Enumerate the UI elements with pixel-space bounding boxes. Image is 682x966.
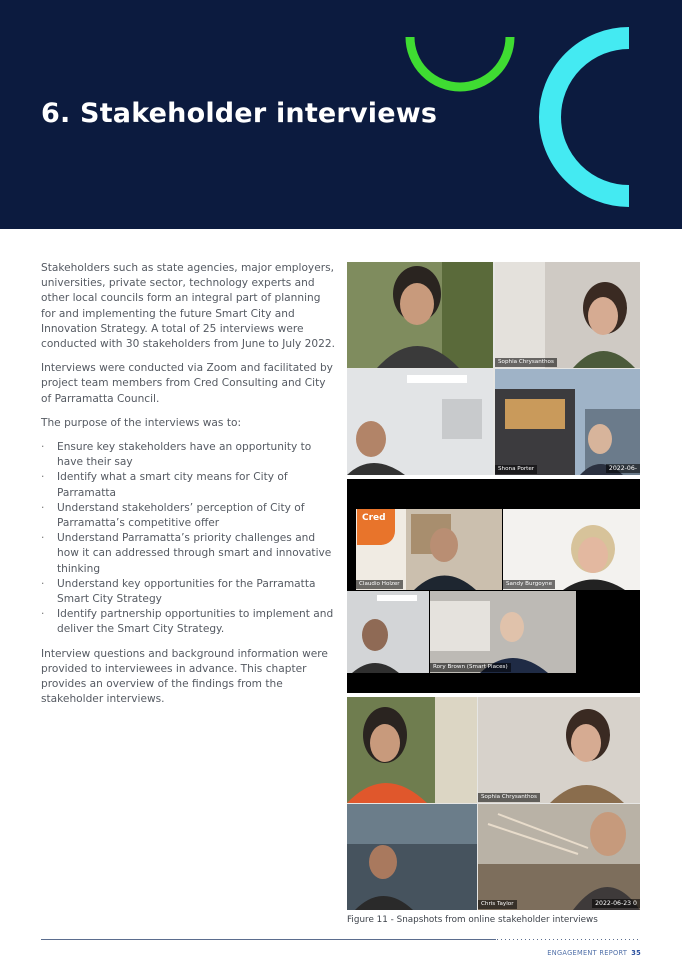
video-tile xyxy=(478,697,640,803)
list-item: · Understand Parramatta’s priority challenges and how it can addressed through smart and innovative thinking xyxy=(41,532,332,575)
timestamp-overlay: 2022-06-23 0 xyxy=(592,899,640,908)
page-number: 35 xyxy=(631,949,641,957)
participant-name-tag: Sandy Burgoyne xyxy=(503,580,555,589)
list-item: · Identify partnership opportunities to implement and deliver the Smart City Strategy. xyxy=(41,608,334,636)
video-tile xyxy=(495,369,640,475)
report-label: ENGAGEMENT REPORT xyxy=(547,949,628,957)
green-arc-graphic xyxy=(410,37,510,87)
cyan-arc-graphic xyxy=(550,38,629,196)
closing-paragraph: Interview questions and background information were provided to interviewees in advance. This chapter provides an overview of the findings from the stakeholder interviews. xyxy=(41,647,328,706)
purpose-list xyxy=(41,440,337,638)
purpose-paragraph: The purpose of the interviews was to: xyxy=(41,416,242,429)
interview-screenshot-1 xyxy=(347,262,640,475)
participant-image xyxy=(347,262,493,368)
participant-image xyxy=(495,369,640,475)
participant-image xyxy=(347,697,477,803)
participant-image xyxy=(478,697,640,803)
participant-image xyxy=(503,509,640,590)
participant-name-tag: Shona Porter xyxy=(495,465,537,474)
participant-image xyxy=(347,591,429,673)
list-item: · Understand key opportunities for the Parramatta Smart City Strategy xyxy=(41,577,316,606)
participant-image xyxy=(430,591,576,673)
figure-caption: Figure 11 - Snapshots from online stakeholder interviews xyxy=(347,915,598,925)
footer-rule xyxy=(41,939,496,940)
video-tile xyxy=(347,262,493,368)
participant-name-tag: Sophia Chrysanthos xyxy=(495,358,557,367)
video-tile xyxy=(347,697,477,803)
list-item: · Ensure key stakeholders have an opportunity to have their say xyxy=(41,441,312,469)
method-paragraph: Interviews were conducted via Zoom and facilitated by project team members from Cred Consulting and City of Parramatta Council. xyxy=(41,362,333,405)
video-tile xyxy=(503,509,640,590)
participant-image xyxy=(495,262,640,368)
participant-name-tag: Claudio Holzer xyxy=(356,580,403,589)
video-tile xyxy=(495,262,640,368)
body-text xyxy=(41,261,337,716)
video-tile xyxy=(478,804,640,910)
page-footer xyxy=(547,949,641,957)
cred-logo: Cred xyxy=(357,509,395,545)
participant-image xyxy=(478,804,640,910)
footer-dotted-rule xyxy=(497,939,640,940)
video-tile xyxy=(347,804,477,910)
participant-image xyxy=(347,804,477,910)
list-item: · Understand stakeholders’ perception of City of Parramatta’s competitive offer xyxy=(41,501,305,530)
list-item: · Identify what a smart city means for City of Parramatta xyxy=(41,471,288,499)
participant-image xyxy=(347,369,493,475)
intro-paragraph: Stakeholders such as state agencies, major employers, universities, private sector, technology experts and other local councils form an integral part of planning for and implementing the future Smart City and Innovation Strategy. A total of 25 interviews were conducted with 30 stakeholders from June to July 2022. xyxy=(41,262,336,351)
video-tile xyxy=(347,591,429,673)
participant-name-tag: Chris Taylor xyxy=(478,900,517,909)
interview-screenshot-2 xyxy=(347,479,640,693)
timestamp-overlay: 2022-06- xyxy=(606,464,640,473)
page-title: 6. Stakeholder interviews xyxy=(41,98,438,129)
chapter-header xyxy=(0,0,682,229)
participant-name-tag: Rory Brown (Smart Places) xyxy=(430,663,511,672)
video-tile xyxy=(430,591,576,673)
interview-screenshot-3 xyxy=(347,697,640,910)
participant-name-tag: Sophia Chrysanthos xyxy=(478,793,540,802)
video-tile xyxy=(347,369,493,475)
